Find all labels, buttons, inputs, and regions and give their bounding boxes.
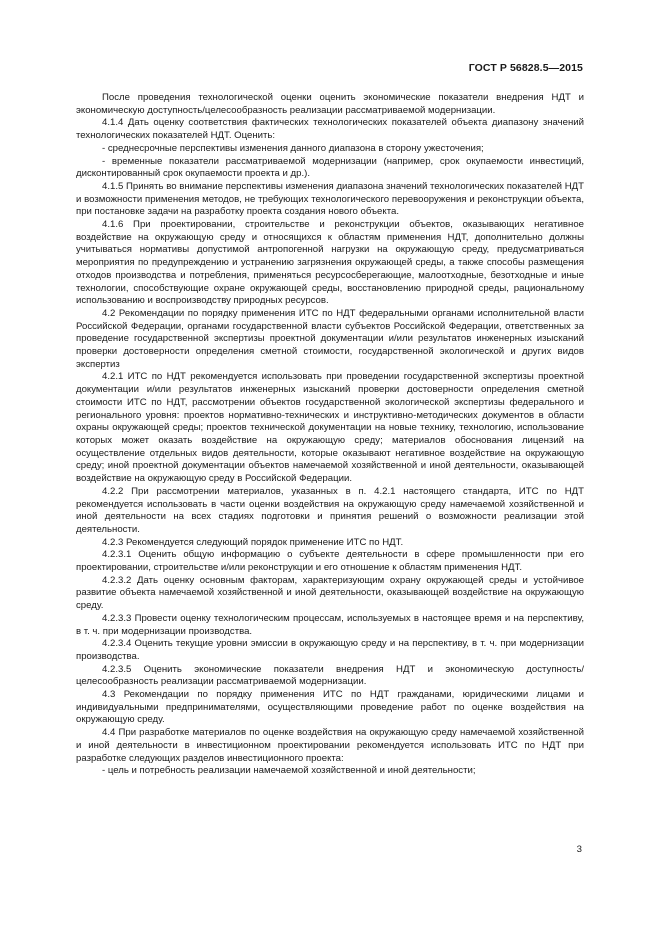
paragraph: 4.2.2 При рассмотрении материалов, указанных в п. 4.2.1 настоящего стандарта, ИТС по НДТ рекомендуется использовать в части оценки воздействия на окружающую среду намечаемой хозяйственной и иной деятельности на всех стадиях подготовки и принятия решений о возможности реализации этой деятельности. [76,485,584,535]
list-item: - цель и потребность реализации намечаемой хозяйственной и иной деятельности; [102,765,476,777]
paragraph: После проведения технологической оценки оценить экономические показатели внедрения НДТ и экономическую доступность/целесообразность реализации рассматриваемой модернизации. [76,92,584,116]
paragraph: 4.2.3 Рекомендуется следующий порядок применение ИТС по НДТ. [102,536,404,548]
list-item: - временные показатели рассматриваемой модернизации (например, срок окупаемости инвестиций, дисконтированный срок окупаемости проекта и др.). [76,155,584,180]
paragraph: 4.2.3.2 Дать оценку основным факторам, характеризующим охрану окружающей среды и устойчивое развитие объекта намечаемой хозяйственной и иной деятельности, оказывающей воздействие на окружающую среду. [76,574,584,612]
paragraph: 4.2.3.4 Оценить текущие уровни эмиссии в окружающую среду и на перспективу, в т. ч. при модернизации производства. [76,638,584,662]
paragraph: 4.1.5 Принять во внимание перспективы изменения диапазона значений технологических показателей НДТ и возможности применения методов, не требующих технологического перевооружения и реконструкции объекта, при постановке задачи на разработку проекта создания нового объекта. [76,180,584,218]
paragraph: 4.2.3.3 Провести оценку технологическим процессам, используемых в настоящее время и на перспективу, в т. ч. при модернизации производства. [76,612,584,637]
paragraph: 4.2.1 ИТС по НДТ рекомендуется использовать при проведении государственной экспертизы проектной документации и/или результатов инженерных изысканий проверки достоверности определения сметной стоимости ИТС по НДТ, рассмотрении объектов государственной экологической экспертизы федерального и регионального уровня: проектов нормативно-технических и инструктивно-методических документов в области охраны окружающей среды; проектов технической документации на новые технику, технологию, использование которых может оказать воздействие на окружающую среду; материалов обоснования лицензий на осуществление отдельных видов деятельности, которые оказывают негативное воздействие на окружающую среду; иной проектной документации объектов намечаемой хозяйственной и иной деятельности, оказывающей воздействие на окружающую среду в Российской Федерации. [76,371,584,485]
document-body [76,92,584,778]
document-header: ГОСТ Р 56828.5—2015 [468,62,583,74]
page-number: 3 [576,844,582,855]
section-heading: 4.3 Рекомендации по порядку применения ИТС по НДТ гражданами, юридическими лицами и индивидуальными предпринимателями, осуществляющими проведение работ по оценке воздействия на окружающую среду. [76,689,584,726]
section-heading: 4.2 Рекомендации по порядку применения ИТС по НДТ федеральными органами исполнительной власти Российской Федерации, органами государственной власти субъектов Российской Федерации, ответственных за проведение государственной экспертизы проектной документации и/или результатов инженерных изысканий проверки достоверности определения сметной стоимости, государственной экологической и других видов экспертиз [76,307,584,370]
list-item: - среднесрочные перспективы изменения данного диапазона в сторону ужесточения; [102,142,484,154]
paragraph: 4.1.6 При проектировании, строительстве и реконструкции объектов, оказывающих негативное воздействие на окружающую среду и относящихся к областям применения НДТ, дополнительно должны учитываться нормативы допустимой антропогенной нагрузки на окружающую среду, предусматриваться мероприятия по предупреждению и устранению загрязнения окружающей среды, а также способы размещения отходов производства и потребления, применяться ресурсосберегающие, малоотходные, безотходные и иные технологии, способствующие охране окружающей среды, восстановлению природной среды, рациональному использованию и воспроизводству природных ресурсов. [76,219,584,307]
paragraph: 4.2.3.5 Оценить экономические показатели внедрения НДТ и экономическую доступность/целесообразность реализации рассматриваемой модернизации. [76,663,584,688]
paragraph: 4.2.3.1 Оценить общую информацию о субъекте деятельности в сфере промышленности при его проектировании, строительстве и/или реконструкции и его отношение к областям применения НДТ. [76,549,584,574]
paragraph: 4.4 При разработке материалов по оценке воздействия на окружающую среду намечаемой хозяйственной и иной деятельности в инвестиционном проектировании рекомендуется использовать ИТС по НДТ при разработке следующих разделов инвестиционного проекта: [76,727,584,764]
paragraph: 4.1.4 Дать оценку соответствия фактических технологических показателей объекта диапазону значений технологических показателей НДТ. Оценить: [76,117,584,142]
